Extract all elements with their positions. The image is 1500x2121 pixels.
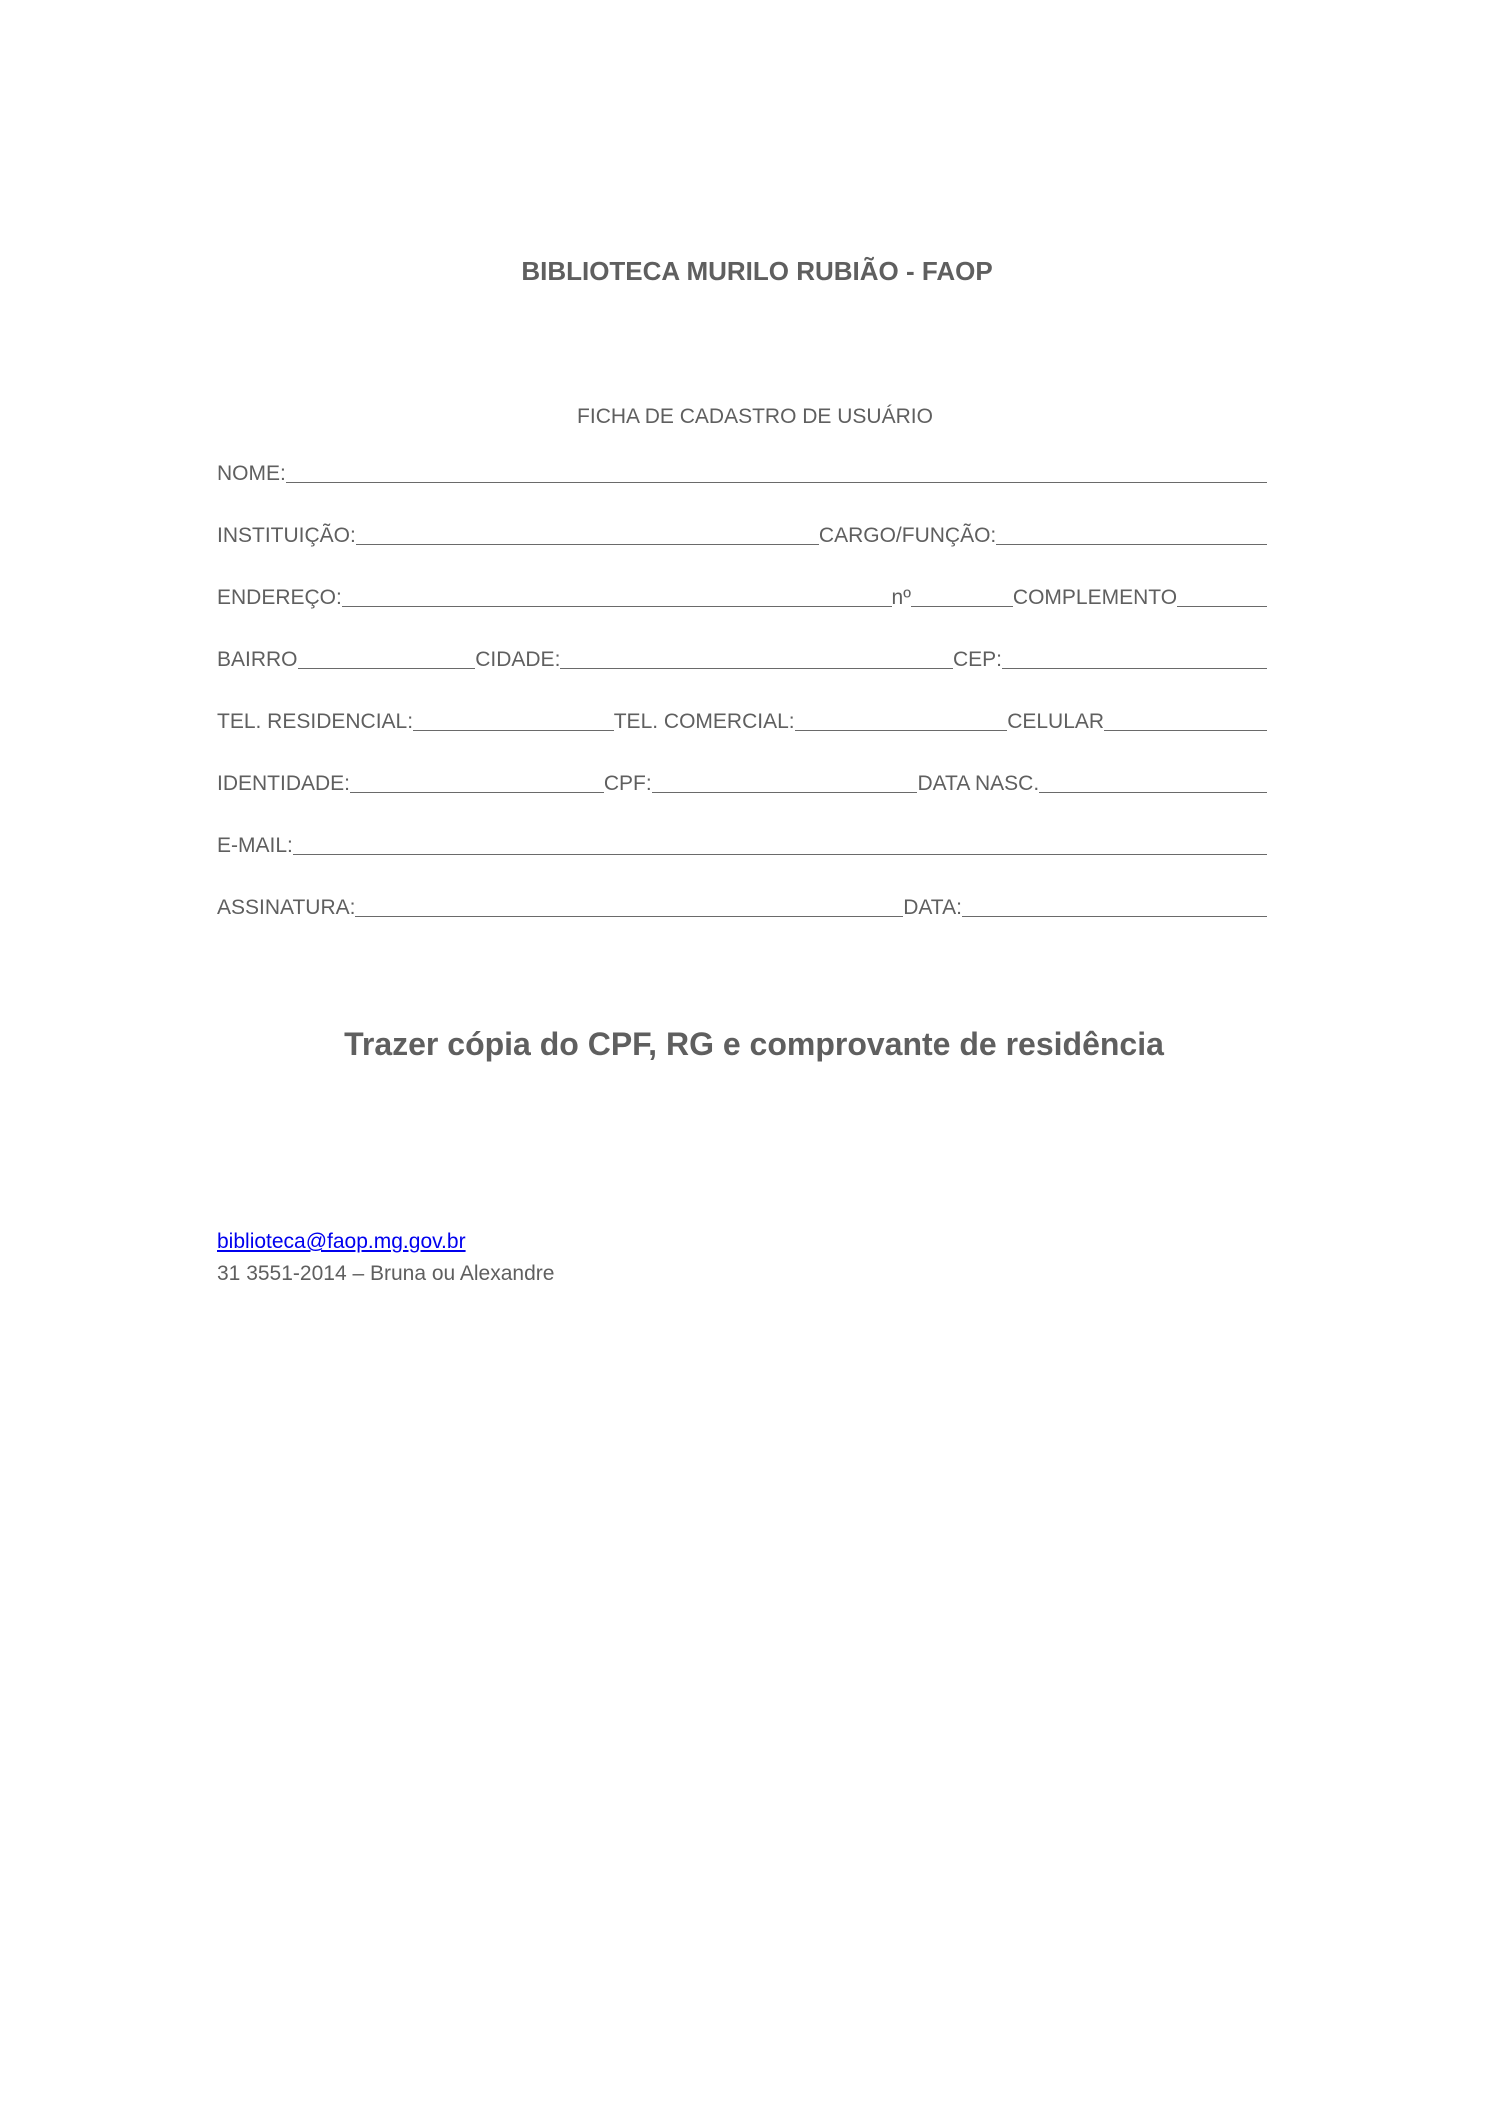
label-cpf: CPF:: [603, 772, 652, 795]
field-cep[interactable]: [1002, 646, 1267, 669]
form-subtitle: FICHA DE CADASTRO DE USUÁRIO: [577, 405, 933, 428]
label-tel-comercial: TEL. COMERCIAL:: [613, 710, 795, 733]
label-identidade: IDENTIDADE:: [217, 772, 351, 795]
row-endereco: [217, 582, 1267, 610]
label-data-nasc: DATA NASC.: [917, 772, 1040, 795]
label-nome: NOME:: [217, 462, 286, 485]
label-data: DATA:: [903, 896, 962, 919]
field-cargo[interactable]: [996, 522, 1267, 545]
label-cep: CEP:: [952, 648, 1002, 671]
field-cidade[interactable]: [560, 646, 953, 669]
label-assinatura: ASSINATURA:: [217, 896, 356, 919]
field-cpf[interactable]: [652, 770, 918, 793]
field-instituicao[interactable]: [356, 522, 819, 545]
field-tel-residencial[interactable]: [413, 708, 614, 731]
label-numero: nº: [891, 586, 911, 609]
row-email: [217, 830, 1267, 858]
label-instituicao: INSTITUIÇÃO:: [217, 524, 356, 547]
label-complemento: COMPLEMENTO: [1012, 586, 1178, 609]
field-assinatura[interactable]: [355, 894, 903, 917]
documents-note: Trazer cópia do CPF, RG e comprovante de residência: [344, 1026, 1164, 1062]
field-data[interactable]: [962, 894, 1267, 917]
label-email: E-MAIL:: [217, 834, 293, 857]
field-identidade[interactable]: [350, 770, 604, 793]
row-bairro: [217, 644, 1267, 672]
row-documentos: [217, 768, 1267, 796]
row-assinatura: [217, 892, 1267, 920]
field-numero[interactable]: [911, 584, 1013, 607]
row-nome: [217, 458, 1267, 486]
label-celular: CELULAR: [1007, 710, 1105, 733]
contact-phone: 31 3551-2014 – Bruna ou Alexandre: [217, 1262, 555, 1285]
label-endereco: ENDEREÇO:: [217, 586, 342, 609]
label-cidade: CIDADE:: [475, 648, 561, 671]
contact-email-link[interactable]: biblioteca@faop.mg.gov.br: [217, 1230, 466, 1253]
field-tel-comercial[interactable]: [795, 708, 1008, 731]
field-endereco[interactable]: [342, 584, 892, 607]
field-bairro[interactable]: [298, 646, 476, 669]
field-data-nasc[interactable]: [1039, 770, 1267, 793]
field-nome[interactable]: [286, 460, 1267, 483]
field-email[interactable]: [293, 832, 1267, 855]
row-instituicao: [217, 520, 1267, 548]
row-telefones: [217, 706, 1267, 734]
label-bairro: BAIRRO: [217, 648, 298, 671]
field-celular[interactable]: [1104, 708, 1267, 731]
field-complemento[interactable]: [1177, 584, 1267, 607]
label-cargo: CARGO/FUNÇÃO:: [818, 524, 997, 547]
document-title: BIBLIOTECA MURILO RUBIÃO - FAOP: [521, 256, 993, 286]
label-tel-residencial: TEL. RESIDENCIAL:: [217, 710, 414, 733]
